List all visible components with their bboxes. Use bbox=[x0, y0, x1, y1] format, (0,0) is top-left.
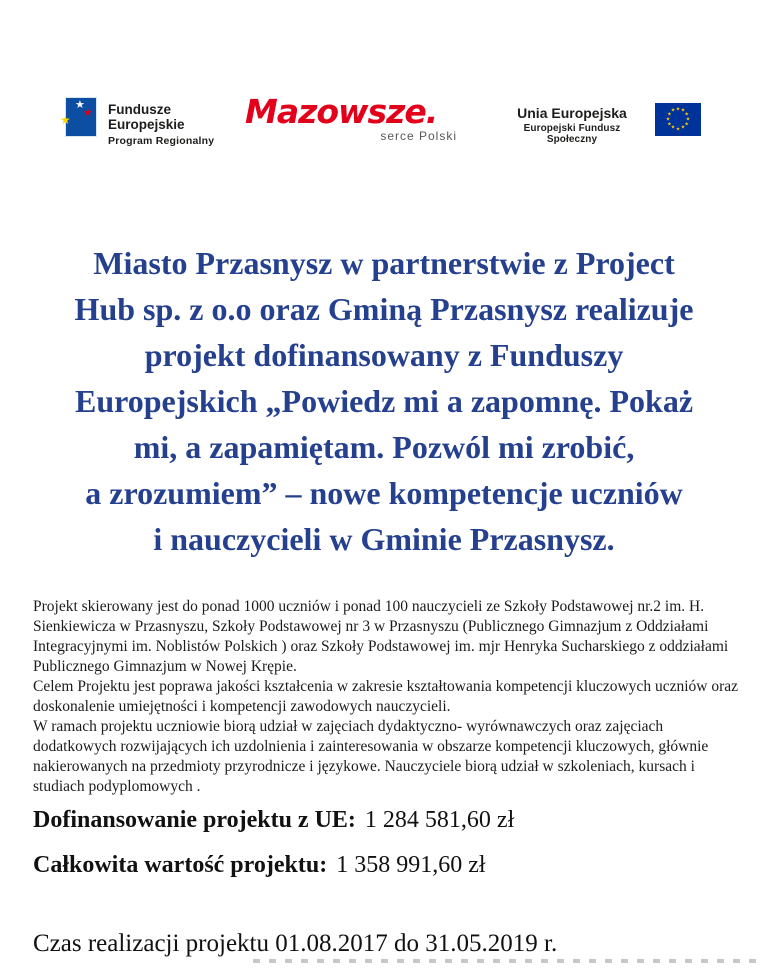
funding-value: 1 358 991,60 zł bbox=[336, 852, 486, 878]
fundusze-europejskie-logo bbox=[60, 98, 215, 147]
project-description-paragraph: W ramach projektu uczniowie biorą udział w zajęciach dydaktyczno- wyrównawczych oraz zajęciach dodatkowych rozwijających ich uzdolnienia i zainteresowania w obszarze kompetencji kluczowych, głównie nakierowanych na przedmioty przyrodnicze i językowe. Nauczyciele biorą udział w szkoleniach, kursach i studiach podyplomowych . bbox=[33, 718, 709, 795]
fundusze-logo-subtitle: Program Regionalny bbox=[108, 135, 215, 147]
eu-star-icon: ★ bbox=[680, 108, 686, 114]
eu-flag-icon bbox=[655, 103, 701, 136]
project-timeline: Czas realizacji projektu 01.08.2017 do 31.05.2019 r. bbox=[33, 930, 558, 957]
funding-value: 1 284 581,60 zł bbox=[364, 807, 515, 833]
page-title-line: a zrozumiem” – nowe kompetencje uczniów bbox=[85, 475, 683, 511]
eu-star-icon: ★ bbox=[675, 107, 681, 112]
mazowsze-logo-tagline: serce Polski bbox=[380, 129, 457, 143]
star-icon: ★ bbox=[75, 99, 85, 111]
cut-off-text-artifact bbox=[253, 959, 758, 963]
fundusze-europejskie-logo-text bbox=[108, 98, 214, 147]
unia-europejska-logo-text bbox=[498, 103, 646, 145]
funding-line bbox=[33, 798, 514, 843]
eu-star-icon: ★ bbox=[684, 112, 689, 117]
project-description bbox=[33, 597, 739, 797]
logo-row bbox=[0, 0, 768, 160]
eu-star-icon: ★ bbox=[685, 117, 691, 122]
eu-star-icon: ★ bbox=[684, 122, 689, 127]
mazowsze-logo bbox=[245, 92, 465, 143]
star-icon: ★ bbox=[83, 107, 93, 119]
funding-label: Dofinansowanie projektu z UE: bbox=[33, 807, 356, 833]
page-title-line: mi, a zapamiętam. Pozwól mi zrobić, bbox=[133, 429, 635, 465]
unia-europejska-logo bbox=[498, 103, 701, 145]
page-title-line: Europejskich „Powiedz mi a zapomnę. Pokaż bbox=[74, 383, 694, 419]
star-icon: ★ bbox=[60, 113, 71, 127]
funding-line bbox=[33, 843, 514, 888]
eu-star-icon: ★ bbox=[665, 117, 671, 122]
unia-europejska-subtitle: Europejski Fundusz Społeczny bbox=[523, 123, 621, 145]
funding-label: Całkowita wartość projektu: bbox=[33, 852, 328, 878]
page-title-line: i nauczycieli w Gminie Przasnysz. bbox=[153, 521, 615, 557]
mazowsze-logo-text: Mazowsze. bbox=[245, 92, 438, 131]
fundusze-europejskie-flag-icon bbox=[60, 98, 96, 136]
eu-star-icon: ★ bbox=[670, 125, 676, 131]
page-title-line: Hub sp. z o.o oraz Gminą Przasnysz realizuje bbox=[74, 291, 694, 327]
eu-star-icon: ★ bbox=[675, 127, 681, 132]
fundusze-logo-title-line2: Europejskie bbox=[108, 117, 185, 132]
page-title-line: projekt dofinansowany z Funduszy bbox=[144, 337, 624, 373]
eu-star-icon: ★ bbox=[667, 122, 672, 127]
project-description-paragraph: Projekt skierowany jest do ponad 1000 uczniów i ponad 100 nauczycieli ze Szkoły Podstawowej nr.2 im. H. Sienkiewicza w Przasnyszu, Szkoły Podstawowej nr 3 w Przasnyszu (Publicznego Gimnazjum z Oddziałami Integracyjnymi im. Noblistów Polskich ) oraz Szkoły Podstawowej im. mjr Henryka Sucharskiego z oddziałami Publicznego Gimnazjum w Nowej Krępie. bbox=[33, 598, 729, 675]
page-title-line: Miasto Przasnysz w partnerstwie z Project bbox=[93, 245, 675, 281]
project-description-paragraph: Celem Projektu jest poprawa jakości kształcenia w zakresie kształtowania kompetencji kluczowych uczniów oraz doskonalenie umiejętności i kompetencji zawodowych nauczycieli. bbox=[33, 678, 738, 715]
unia-europejska-title: Unia Europejska bbox=[517, 105, 627, 121]
funding-section bbox=[33, 798, 514, 888]
page-title bbox=[24, 240, 744, 562]
eu-star-icon: ★ bbox=[667, 112, 672, 117]
eu-star-icon: ★ bbox=[670, 108, 676, 114]
fundusze-logo-title-line1: Fundusze bbox=[108, 102, 171, 117]
eu-star-icon: ★ bbox=[680, 125, 686, 131]
